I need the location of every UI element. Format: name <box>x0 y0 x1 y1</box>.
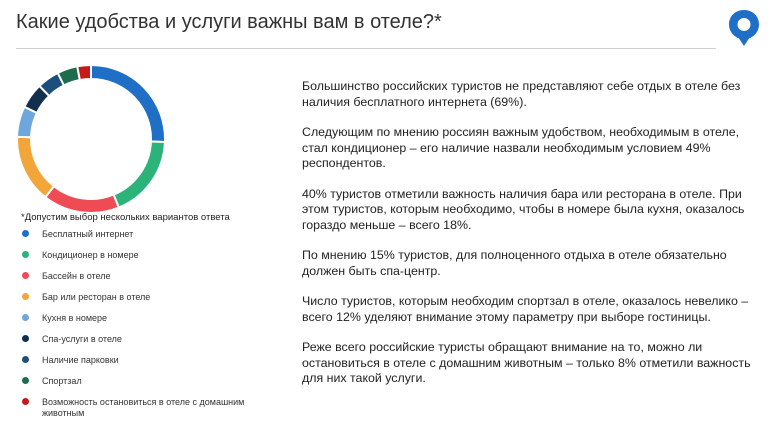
description-paragraph: 40% туристов отметили важность наличия бара или ресторана в отеле. При этом туристов, которым необходимо, чтобы в номере была кухня, оказалось гораздо меньше – всего 18%. <box>302 186 745 232</box>
legend-label: Спа-услуги в отеле <box>42 334 122 344</box>
legend-swatch <box>22 398 29 405</box>
donut-chart <box>14 62 168 216</box>
legend-label: Кухня в номере <box>42 313 108 323</box>
donut-slice <box>114 141 165 207</box>
legend-swatch <box>22 314 29 321</box>
description-paragraph: По мнению 15% туристов, для полноценного отдыха в отеле обязательно должен быть спа-центр. <box>302 248 727 278</box>
donut-slice <box>77 65 91 80</box>
legend-label: Бар или ресторан в отеле <box>42 292 151 302</box>
map-pin-logo-icon <box>727 8 761 48</box>
multiple-choice-note: *Допустим выбор нескольких вариантов ответа <box>21 212 230 223</box>
legend-item <box>22 250 282 271</box>
legend-item <box>22 334 282 355</box>
donut-slice <box>91 65 165 142</box>
legend-item <box>22 376 282 397</box>
legend-label: Возможность остановиться в отеле с домашним животным <box>42 397 245 418</box>
description-paragraph: Большинство российских туристов не представляют себе отдых в отеле без наличия бесплатного интернета (69%). <box>302 79 741 109</box>
legend-item <box>22 313 282 334</box>
legend-swatch <box>22 230 29 237</box>
legend-label: Спортзал <box>42 376 82 386</box>
legend-label: Бассейн в отеле <box>42 271 111 281</box>
description-text <box>302 79 760 402</box>
description-paragraph: Реже всего российские туристы обращают внимание на то, можно ли остановиться в отеле с домашним животным – только 8% отметили важность для них такой услуги. <box>302 340 751 385</box>
legend-swatch <box>22 356 29 363</box>
legend-swatch <box>22 293 29 300</box>
legend-label: Кондиционер в номере <box>42 250 139 260</box>
description-paragraph: Следующим по мнению россиян важным удобством, необходимым в отеле, стал кондиционер – его наличие назвали необходимым условием 49% респондентов. <box>302 125 740 170</box>
legend-item <box>22 355 282 376</box>
legend-label: Бесплатный интернет <box>42 229 134 239</box>
legend-swatch <box>22 335 29 342</box>
legend-item <box>22 271 282 292</box>
donut-slice <box>45 186 119 213</box>
legend-item <box>22 229 282 250</box>
description-paragraph: Число туристов, которым необходим спортзал в отеле, оказалось невелико – всего 12% уделяют внимание этому параметру при выборе гостиницы. <box>302 294 749 324</box>
donut-slice <box>17 137 54 197</box>
legend-swatch <box>22 251 29 258</box>
legend-swatch <box>22 272 29 279</box>
legend-item <box>22 397 282 418</box>
chart-legend <box>22 229 282 418</box>
legend-item <box>22 292 282 313</box>
legend-label: Наличие парковки <box>42 355 119 365</box>
page-title: Какие удобства и услуги важны вам в отеле?* <box>16 11 442 33</box>
legend-swatch <box>22 377 29 384</box>
title-divider <box>16 48 716 49</box>
